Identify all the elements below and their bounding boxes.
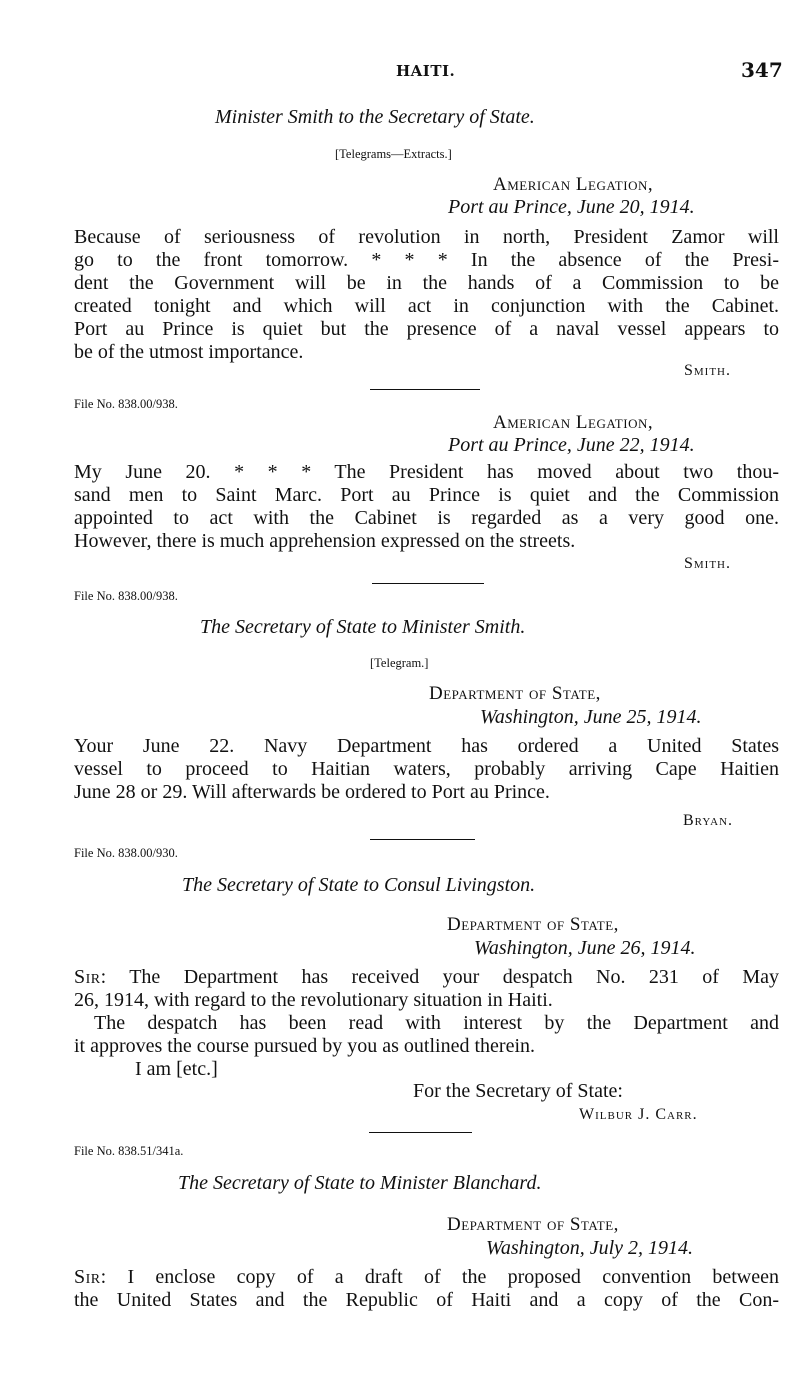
signature: Smith. [684,555,732,572]
file-number: File No. 838.00/930. [74,846,178,860]
section-subtitle: [Telegrams—Extracts.] [335,147,452,161]
section-title: The Secretary of State to Consul Livingston. [182,874,536,896]
dateline [474,937,696,960]
body-line: vessel to proceed to Haitian waters, probably arriving Cape Haitien [74,758,779,780]
message-body [74,735,779,804]
message-body [74,461,779,553]
running-header: HAITI. [396,62,456,80]
salutation: Sir [74,1266,101,1288]
body-line: Because of seriousness of revolution in north, President Zamor will [74,226,779,248]
body-line: However, there is much apprehension expressed on the streets. [74,530,576,552]
message-body [74,226,779,364]
body-line [74,1266,779,1289]
message-body [74,966,779,1058]
salutation: Sir [74,966,101,988]
section-title: The Secretary of State to Minister Smith. [200,616,526,638]
file-number: File No. 838.00/938. [74,397,178,411]
body-line: the United States and the Republic of Haiti and a copy of the Con- [74,1289,779,1311]
origin-line: Department of State, [429,683,601,704]
dateline-place: Washington [480,706,574,728]
origin-line: American Legation, [493,174,654,195]
dateline [448,434,695,457]
origin-line: Department of State, [447,914,619,935]
signature: Bryan. [683,812,734,829]
file-number: File No. 838.51/341a. [74,1144,184,1158]
page-number: 347 [741,58,783,82]
body-line: dent the Government will be in the hands of a Commission to be [74,272,779,294]
body-line: My June 20. * * * The President has moved about two thou- [74,461,779,483]
body-line: The despatch has been read with interest by the Department and [94,1012,779,1034]
body-line: June 28 or 29. Will afterwards be ordered to Port au Prince. [74,781,550,803]
dateline-date: , June 25, 1914. [573,706,702,728]
section-title: The Secretary of State to Minister Blanchard. [178,1172,542,1194]
dateline [480,706,702,729]
body-line: 26, 1914, with regard to the revolutionary situation in Haiti. [74,989,553,1011]
body-line: be of the utmost importance. [74,341,304,363]
dateline-place: Port au Prince [448,196,567,218]
body-line: sand men to Saint Marc. Port au Prince is quiet and the Commission [74,484,779,506]
dateline [448,196,695,219]
dateline-date: , June 22, 1914. [566,434,695,456]
dateline-place: Washington [486,1237,580,1259]
dateline-date: , June 26, 1914. [567,937,696,959]
body-line: Port au Prince is quiet but the presence of a naval vessel appears to [74,318,779,340]
section-divider [372,583,484,584]
section-divider [370,389,480,390]
body-line: Your June 22. Navy Department has ordered a United States [74,735,779,757]
section-subtitle: [Telegram.] [370,656,429,670]
signature: Wilbur J. Carr. [579,1106,698,1123]
body-line: it approves the course pursued by you as outlined therein. [74,1035,535,1057]
dateline-date: , June 20, 1914. [566,196,695,218]
dateline-place: Port au Prince [448,434,567,456]
dateline-place: Washington [474,937,568,959]
section-divider [370,839,475,840]
message-body [74,1266,779,1312]
dateline-date: , July 2, 1914. [579,1237,694,1259]
body-text: : I enclose copy of a draft of the proposed convention between [100,1266,779,1288]
body-line: go to the front tomorrow. * * * In the absence of the Presi- [74,249,779,271]
body-line: created tonight and which will act in conjunction with the Cabinet. [74,295,779,317]
section-title: Minister Smith to the Secretary of State. [215,106,535,128]
closing-line: I am [etc.] [135,1058,218,1080]
file-number: File No. 838.00/938. [74,589,178,603]
signature: Smith. [684,362,732,379]
body-line [74,966,779,989]
origin-line: American Legation, [493,412,654,433]
dateline [486,1237,693,1260]
for-secretary-line: For the Secretary of State: [413,1080,623,1102]
body-text: : The Department has received your despatch No. 231 of May [100,966,779,988]
body-line: appointed to act with the Cabinet is regarded as a very good one. [74,507,779,529]
section-divider [369,1132,472,1133]
origin-line: Department of State, [447,1214,619,1235]
